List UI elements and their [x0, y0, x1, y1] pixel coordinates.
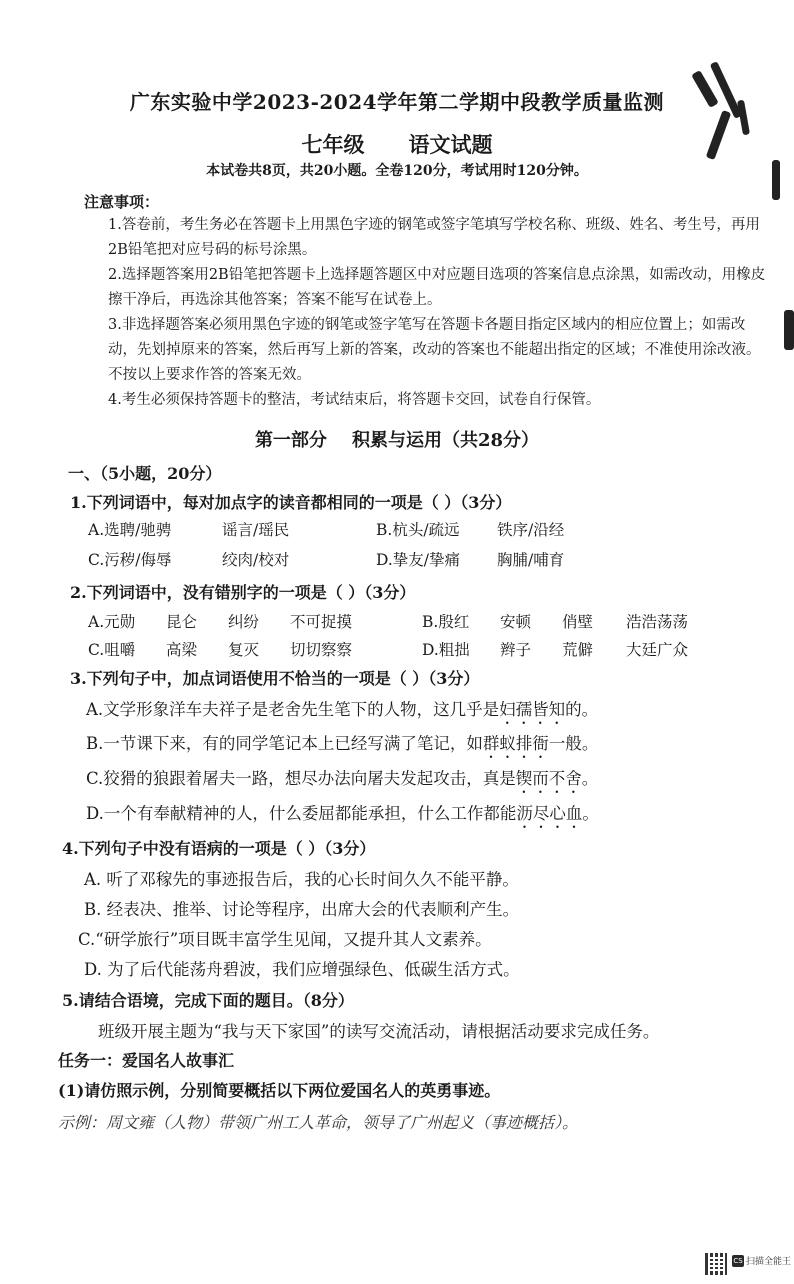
exam-subtitle	[0, 129, 794, 159]
dotted-phrase: 沥尽心血	[516, 804, 583, 823]
q4-option-b: B. 经表决、推举、讨论等程序，出席大会的代表顺利产生。	[84, 900, 520, 919]
question-5-stem: 5.请结合语境，完成下面的题目。（8分）	[62, 991, 354, 1010]
grade-label: 七年级	[301, 132, 365, 157]
q1-option: 胸脯/哺育	[497, 551, 565, 569]
q2-option: 俏壁	[562, 613, 594, 631]
q2-option: 复灭	[228, 641, 260, 659]
q5-subquestion-1: (1)请仿照示例，分别简要概括以下两位爱国名人的英勇事迹。	[58, 1081, 501, 1100]
note-item: 3.非选择题答案必须用黑色字迹的钢笔或签字笔写在答题卡各题目指定区域内的相应位置上；如需改动，先划掉原来的答案，然后再写上新的答案，改动的答案也不能超出指定的区域；不准使用涂改液。不按以上要求作答的答案无效。	[108, 317, 761, 383]
q1-option: 铁序/沿经	[497, 521, 565, 539]
q3-option-c: C.狡猾的狼跟着屠夫一路，想尽办法向屠夫发起攻击，真是锲而不舍。	[86, 769, 599, 788]
q2-option: 切切察察	[290, 641, 353, 659]
subject-label: 语文试题	[408, 132, 493, 157]
q2-option: 荒僻	[562, 641, 594, 659]
note-item: 4.考生必须保持答题卡的整洁，考试结束后，将答题卡交回，试卷自行保管。	[108, 392, 601, 408]
q2-option: B.殷红	[422, 613, 470, 631]
q4-option-a: A. 听了邓稼先的事迹报告后，我的心长时间久久不能平静。	[84, 870, 519, 889]
q2-option: 浩浩荡荡	[626, 613, 689, 631]
q3-option-d: D.一个有奉献精神的人，什么委屈都能承担，什么工作都能沥尽心血。	[86, 804, 599, 823]
q2-option: 大廷广众	[626, 641, 689, 659]
q1-option: 谣言/瑶民	[222, 521, 290, 539]
q2-option: 纠纷	[228, 613, 260, 631]
q4-option-c: C.“研学旅行”项目既丰富学生见闻，又提升其人文素养。	[78, 930, 492, 949]
q2-option: A.元勋	[88, 613, 136, 631]
exam-info: 本试卷共8页，共20小题。全卷120分，考试用时120分钟。	[206, 163, 588, 179]
dotted-phrase: 妇孺皆知	[499, 700, 566, 719]
q4-option-d: D. 为了后代能荡舟碧波，我们应增强绿色、低碳生活方式。	[84, 960, 520, 979]
q2-option: C.咀嚼	[88, 641, 136, 659]
scanner-brand: 扫描全能王	[746, 1257, 792, 1267]
task-1-heading: 任务一：爱国名人故事汇	[58, 1051, 235, 1070]
q2-option: D.粗拙	[422, 641, 470, 659]
q5-intro: 班级开展主题为“我与天下家国”的读写交流活动，请根据活动要求完成任务。	[98, 1022, 660, 1041]
dotted-phrase: 锲而不舍	[515, 769, 582, 788]
note-item: 1.答卷前，考生务必在答题卡上用黑色字迹的钢笔或签字笔填写学校名称、班级、姓名、考生号，再用2B铅笔把对应号码的标号涂黑。	[108, 217, 760, 258]
question-1-stem: 1.下列词语中，每对加点字的读音都相同的一项是（ ）（3分）	[70, 493, 512, 512]
dotted-phrase: 群蚁排衙	[482, 734, 549, 753]
q2-option: 高梁	[166, 641, 198, 659]
qr-code-icon	[705, 1253, 727, 1275]
scanner-logo-icon: CS	[733, 1257, 743, 1265]
q2-option: 辫子	[500, 641, 532, 659]
q1-option: C.污秽/侮辱	[88, 551, 172, 569]
q1-option: B.杭头/疏远	[376, 521, 460, 539]
q1-option: A.选聘/驰骋	[88, 521, 172, 539]
note-item: 2.选择题答案用2B铅笔把答题卡上选择题答题区中对应题目选项的答案信息点涂黑，如需改动，用橡皮擦干净后，再选涂其他答案；答案不能写在试卷上。	[108, 267, 766, 308]
section-heading: 一、（5小题，20分）	[68, 464, 222, 483]
q2-option: 安顿	[500, 613, 532, 631]
q1-option: 绞肉/校对	[222, 551, 290, 569]
notes-heading: 注意事项：	[84, 193, 160, 211]
question-4-stem: 4.下列句子中没有语病的一项是（ ）（3分）	[62, 839, 376, 858]
q3-option-b: B.一节课下来，有的同学笔记本上已经写满了笔记，如群蚁排衙一般。	[86, 734, 599, 753]
question-2-stem: 2.下列词语中，没有错别字的一项是（ ）（3分）	[70, 583, 416, 602]
part1-title: 第一部分 积累与运用（共28分）	[254, 430, 540, 451]
q3-option-a: A.文学形象洋车夫祥子是老舍先生笔下的人物，这几乎是妇孺皆知的。	[86, 700, 599, 719]
q2-option: 不可捉摸	[290, 613, 353, 631]
question-3-stem: 3.下列句子中，加点词语使用不恰当的一项是（ ）（3分）	[70, 669, 480, 688]
exam-main-title: 广东实验中学2023-2024学年第二学期中段教学质量监测	[129, 90, 665, 114]
q2-option: 昆仑	[166, 613, 198, 631]
q5-example: 示例：周文雍（人物）带领广州工人革命，领导了广州起义（事迹概括）。	[58, 1113, 579, 1132]
scan-mark-decoration	[784, 310, 794, 350]
q1-option: D.挚友/挚痛	[376, 551, 461, 569]
